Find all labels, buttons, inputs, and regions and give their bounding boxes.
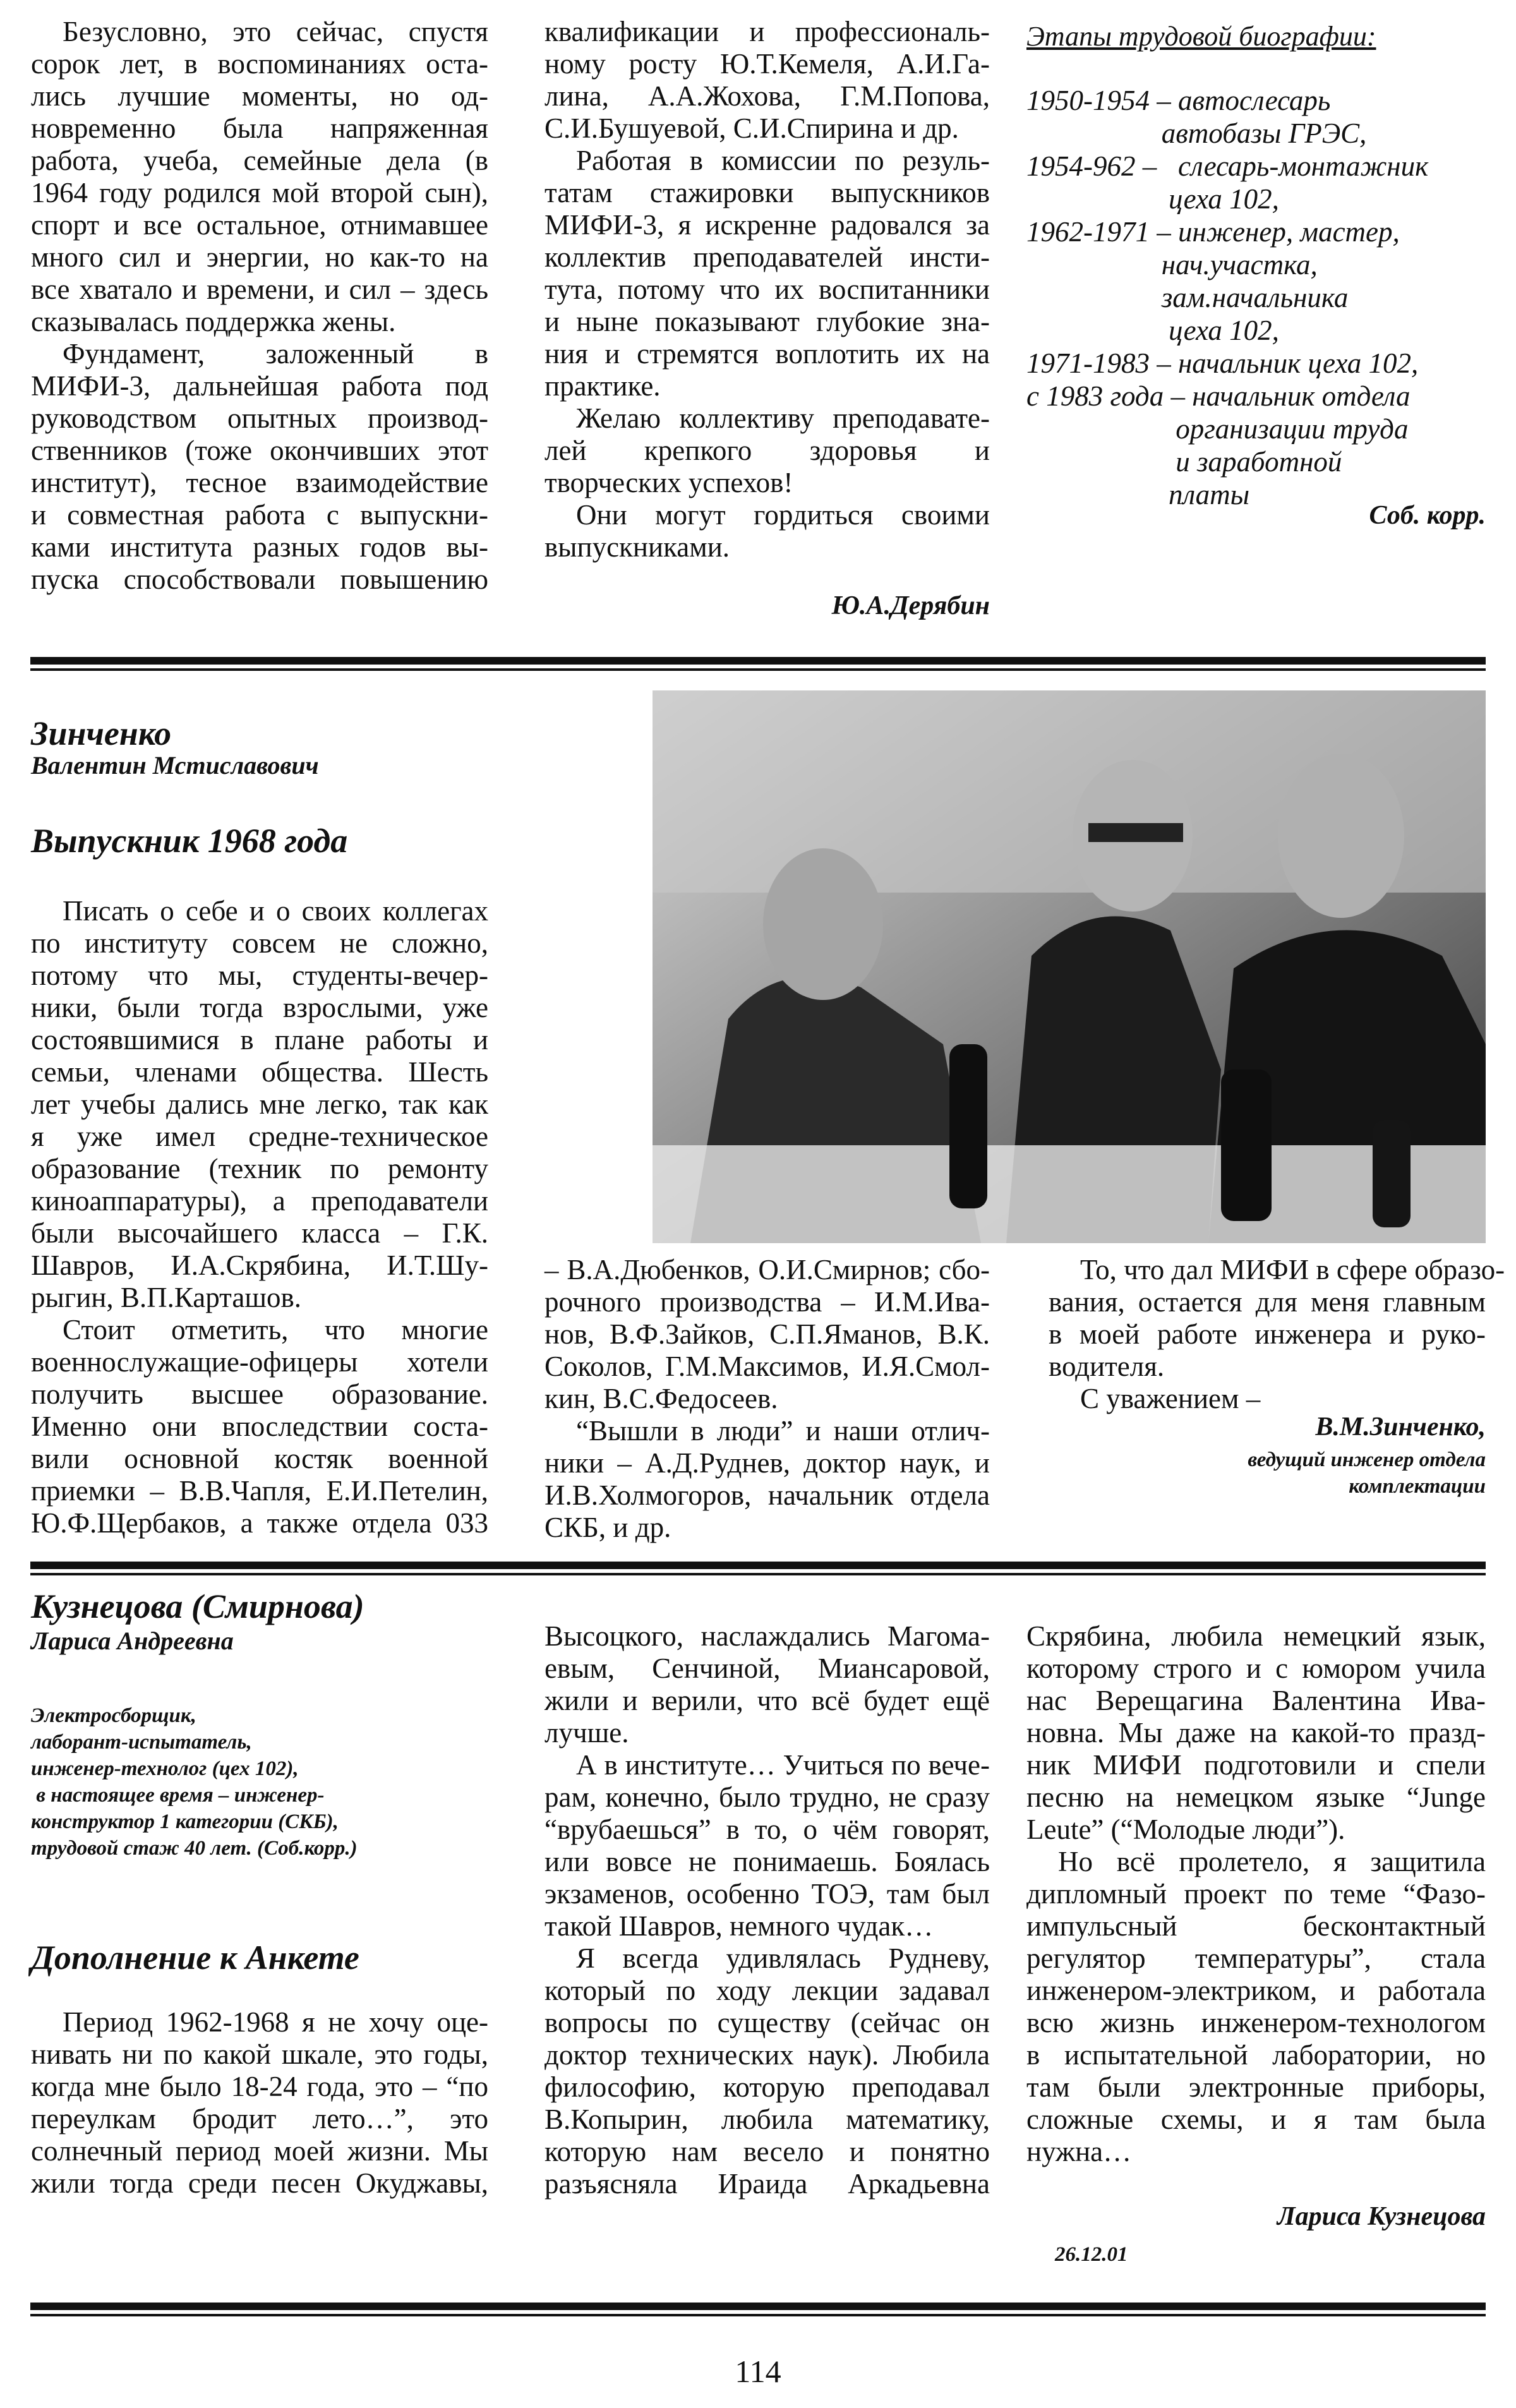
zinchenko-column-3: [1049, 1254, 1505, 1415]
text-line: Стоит отметить, что многие: [63, 1314, 488, 1345]
text-line: Шавров, И.А.Скрябина, И.Т.Шу-: [31, 1249, 488, 1281]
text-line: Высоцкого, наслаждались Магома-: [544, 1620, 990, 1652]
paragraph: [1026, 1620, 1486, 1846]
text-line: МИФИ-3, дальнейшая работа под: [31, 370, 488, 402]
text-line: рочного производства – И.М.Ива-: [544, 1286, 990, 1318]
text-line: лет учебы дались мне легко, так как: [31, 1088, 488, 1120]
text-line: сорок лет, в воспоминаниях оста-: [31, 48, 488, 80]
text-line: И.В.Холмогоров, начальник отдела: [544, 1479, 990, 1511]
text-line: сложные схемы, и я там была: [1026, 2104, 1486, 2135]
text-line: приемки – В.В.Чапля, Е.И.Петелин,: [31, 1475, 488, 1507]
bio-list: 1950-1954 – автослесарь автобазы ГРЭС, 1954-962 – слесарь-монтажник цеха 102, 1962-1971 – инженер, мастер, нач.участка, зам.начальника цеха 102, 1971-1983 – начальник цеха 102, с 1983 года – начальник отдела организации труда и заработной платы: [1026, 85, 1429, 510]
text-line: инженером-электриком, и работала: [1026, 1975, 1486, 2006]
zinchenko-position: ведущий инженер отдела комплектации: [1248, 1448, 1486, 1498]
text-line: ники, были тогда взрослыми, уже: [31, 992, 488, 1023]
text-line: в моей работе инженера и руко-: [1049, 1318, 1486, 1350]
zinchenko-subtitle: Выпускник 1968 года: [31, 822, 348, 860]
text-line: жили и верили, что всё будет ещё: [544, 1685, 990, 1716]
text-line: ники – А.Д.Руднев, доктор наук, и: [544, 1447, 990, 1479]
text-line: Я всегда удивлялась Рудневу,: [576, 1942, 990, 1974]
text-line: В.Копырин, любила математику,: [544, 2104, 990, 2135]
kuznetsova-date: 26.12.01: [1055, 2243, 1128, 2266]
text-line: регулятор температуры”, стала: [1026, 1942, 1486, 1974]
text-line: военнослужащие-офицеры хотели: [31, 1346, 488, 1378]
text-line: Но всё пролетело, я защитила: [1058, 1846, 1486, 1877]
text-line: всю жизнь инженером-технологом: [1026, 2007, 1486, 2038]
text-line: ния и стремятся воплотить их на: [544, 338, 990, 370]
divider-bottom-thin: [30, 2314, 1486, 2316]
text-line: А в институте… Учиться по вече-: [576, 1749, 990, 1781]
text-line: солнечный период моей жизни. Мы: [31, 2135, 488, 2167]
text-line: Скрябина, любила немецкий язык,: [1026, 1620, 1486, 1652]
text-line: получить высшее образование.: [31, 1378, 488, 1410]
divider-bottom: [30, 2303, 1486, 2310]
text-line: Leute” (“Молодые люди”).: [1026, 1814, 1345, 1845]
divider-middle-thin: [30, 1573, 1486, 1575]
text-line: переулкам бродит лето…”, это: [31, 2103, 488, 2134]
text-line: “Вышли в люди” и наши отлич-: [576, 1415, 990, 1447]
text-line: и ныне показывают глубокие зна-: [544, 306, 990, 337]
text-line: который по ходу лекции задавал: [544, 1975, 990, 2006]
text-line: Писать о себе и о своих коллегах: [63, 895, 488, 927]
paragraph: [544, 16, 990, 145]
text-line: Фундамент, заложенный в: [63, 338, 488, 370]
paragraph: [1026, 1846, 1486, 2168]
zinchenko-surname: Зинченко: [31, 714, 172, 752]
text-line: практике.: [544, 370, 661, 402]
text-line: То, что дал МИФИ в сфере образо-: [1080, 1254, 1505, 1285]
kuznetsova-column-3: [1026, 1620, 1486, 2168]
text-line: потому что мы, студенты-вечер-: [31, 960, 488, 991]
text-line: разъясняла Ираида Аркадьевна: [544, 2168, 990, 2200]
paragraph: [544, 499, 990, 563]
text-line: жили тогда среди песен Окуджавы,: [31, 2167, 488, 2199]
text-line: Период 1962-1968 я не хочу оце-: [63, 2006, 488, 2038]
paragraph: [544, 1254, 990, 1415]
text-line: рам, конечно, было трудно, не сразу: [544, 1781, 990, 1813]
text-line: ственников (тоже окончивших этот: [31, 435, 488, 466]
kuznetsova-name: Лариса Андреевна: [31, 1627, 234, 1655]
text-line: кин, В.С.Федосеев.: [544, 1383, 778, 1414]
text-line: там были электронные приборы,: [1026, 2071, 1486, 2103]
text-line: лина, А.А.Жохова, Г.М.Попова,: [544, 80, 990, 112]
paragraph: [31, 16, 488, 338]
page-number: 114: [735, 2354, 781, 2389]
text-line: нас Верещагина Валентина Ива-: [1026, 1685, 1486, 1716]
addendum-title: Дополнение к Анкете: [31, 1939, 359, 1977]
text-line: ному росту Ю.Т.Кемеля, А.И.Га-: [544, 48, 990, 80]
text-line: Ю.Ф.Щербаков, а также отдела 033: [31, 1507, 488, 1539]
text-line: Работая в комиссии по резуль-: [576, 145, 990, 176]
group-photo: [653, 690, 1486, 1243]
bio-title: Этапы трудовой биографии:: [1026, 21, 1376, 52]
kuznetsova-career: Электросборщик, лаборант-испытатель, инженер-технолог (цех 102), в настоящее время – инженер- конструктор 1 категории (СКБ), трудовой стаж 40 лет. (Соб.корр.): [31, 1704, 358, 1860]
text-line: рыгин, В.П.Карташов.: [31, 1282, 302, 1313]
text-line: творческих успехов!: [544, 467, 793, 498]
text-line: Именно они впоследствии соста-: [31, 1411, 488, 1442]
photo-three-men-at-table: [653, 690, 1486, 1243]
text-line: импульсный бесконтактный: [1026, 1910, 1486, 1942]
kuznetsova-signature: Лариса Кузнецова: [1277, 2202, 1486, 2231]
paragraph: [1049, 1383, 1486, 1415]
paragraph: [31, 895, 488, 1314]
text-line: Безусловно, это сейчас, спустя: [63, 16, 488, 47]
text-line: вания, остается для меня главным: [1049, 1286, 1486, 1318]
divider-top-thin: [30, 668, 1486, 671]
text-line: сказывалась поддержка жены.: [31, 306, 396, 337]
text-line: состоявшимися в плане работы и: [31, 1024, 488, 1056]
text-line: киноаппаратуры), а преподаватели: [31, 1185, 488, 1217]
text-line: ник МИФИ подготовили и спели: [1026, 1749, 1486, 1781]
text-line: доктор технических наук). Любила: [544, 2039, 990, 2071]
text-line: все хватало и времени, и сил – здесь: [31, 274, 488, 305]
zinchenko-column-2: [544, 1254, 990, 1544]
text-line: дипломный проект по теме “Фазо-: [1026, 1878, 1486, 1910]
text-line: по институту совсем не сложно,: [31, 927, 488, 959]
zinchenko-signature: В.М.Зинченко,: [1315, 1412, 1486, 1442]
text-line: новременно была напряженная: [31, 112, 488, 144]
paragraph: [544, 1415, 990, 1544]
text-line: в испытательной лаборатории, но: [1026, 2039, 1486, 2071]
paragraph: [31, 338, 488, 596]
text-line: СКБ, и др.: [544, 1512, 671, 1543]
divider-top: [30, 657, 1486, 665]
paragraph: [544, 1620, 990, 1749]
text-line: С.И.Бушуевой, С.И.Спирина и др.: [544, 112, 959, 144]
text-line: – В.А.Дюбенков, О.И.Смирнов; сбо-: [544, 1254, 990, 1285]
text-line: пуска способствовали повышению: [31, 563, 488, 595]
text-line: вили основной костяк военной: [31, 1443, 488, 1474]
text-line: которому строго и с юмором учила: [1026, 1652, 1486, 1684]
divider-middle: [30, 1562, 1486, 1569]
text-line: были высочайшего класса – Г.К.: [31, 1217, 488, 1249]
text-line: работа, учеба, семейные дела (в: [31, 145, 488, 176]
text-line: и совместная работа с выпускни-: [31, 499, 488, 531]
zinchenko-column-1: [31, 895, 488, 1539]
bio-signature: Соб. корр.: [1369, 501, 1486, 530]
text-line: которую нам весело и понятно: [544, 2136, 990, 2167]
text-line: такой Шавров, немного чудак…: [544, 1910, 934, 1942]
kuznetsova-column-1: [31, 2006, 488, 2200]
text-line: евым, Сенчиной, Миансаровой,: [544, 1652, 990, 1684]
text-line: руководством опытных производ-: [31, 402, 488, 434]
top-column-1: [31, 16, 488, 596]
text-line: я уже имел средне-техническое: [31, 1121, 488, 1152]
text-line: когда мне было 18-24 года, это – “по: [31, 2071, 488, 2102]
text-line: нов, В.Ф.Зайков, С.П.Яманов, В.К.: [544, 1318, 990, 1350]
text-line: песню на немецком языке “Junge: [1026, 1781, 1486, 1813]
paragraph: [31, 2006, 488, 2200]
text-line: институт), тесное взаимодействие: [31, 467, 488, 498]
text-line: водителя.: [1049, 1351, 1165, 1382]
text-line: коллектив преподавателей инсти-: [544, 241, 990, 273]
text-line: философию, которую преподавал: [544, 2071, 990, 2103]
top-column-2: [544, 16, 990, 563]
text-line: лей крепкого здоровья и: [544, 435, 990, 466]
paragraph: [544, 1749, 990, 1942]
text-line: С уважением –: [1080, 1383, 1261, 1414]
text-line: новна. Мы даже на какой-то празд-: [1026, 1717, 1486, 1749]
text-line: 1964 году родился мой второй сын),: [31, 177, 488, 208]
text-line: лучше.: [544, 1717, 629, 1749]
paragraph: [544, 1942, 990, 2200]
text-line: ками института разных годов вы-: [31, 531, 488, 563]
text-line: спорт и все остальное, отнимавшее: [31, 209, 488, 241]
text-line: тута, потому что их воспитанники: [544, 274, 990, 305]
text-line: лись лучшие моменты, но од-: [31, 80, 488, 112]
paragraph: [1049, 1254, 1505, 1383]
paragraph: [544, 145, 990, 402]
text-line: много сил и энергии, но как-то на: [31, 241, 488, 273]
text-line: МИФИ-3, я искренне радовался за: [544, 209, 990, 241]
text-line: татам стажировки выпускников: [544, 177, 990, 208]
text-line: экзаменов, особенно ТОЭ, там был: [544, 1878, 990, 1910]
text-line: образование (техник по ремонту: [31, 1153, 488, 1184]
paragraph: [544, 402, 990, 499]
text-line: выпускниками.: [544, 531, 730, 563]
deryabin-signature: Ю.А.Дерябин: [831, 591, 990, 620]
text-line: квалификации и профессиональ-: [544, 16, 990, 47]
text-line: “врубаешься” в то, о чём говорят,: [544, 1814, 990, 1845]
text-line: Желаю коллективу преподавате-: [576, 402, 990, 434]
text-line: или вовсе не понимаешь. Боялась: [544, 1846, 990, 1877]
zinchenko-name: Валентин Мстиславович: [31, 751, 319, 780]
text-line: нивать ни по какой шкале, это годы,: [31, 2038, 488, 2070]
text-line: Соколов, Г.М.Максимов, И.Я.Смол-: [544, 1351, 990, 1382]
kuznetsova-surname: Кузнецова (Смирнова): [31, 1587, 364, 1625]
text-line: семьи, членами общества. Шесть: [31, 1056, 488, 1088]
text-line: вопросы по существу (сейчас он: [544, 2007, 990, 2038]
paragraph: [31, 1314, 488, 1539]
text-line: нужна…: [1026, 2136, 1132, 2167]
kuznetsova-column-2: [544, 1620, 990, 2200]
text-line: Они могут гордиться своими: [576, 499, 990, 531]
